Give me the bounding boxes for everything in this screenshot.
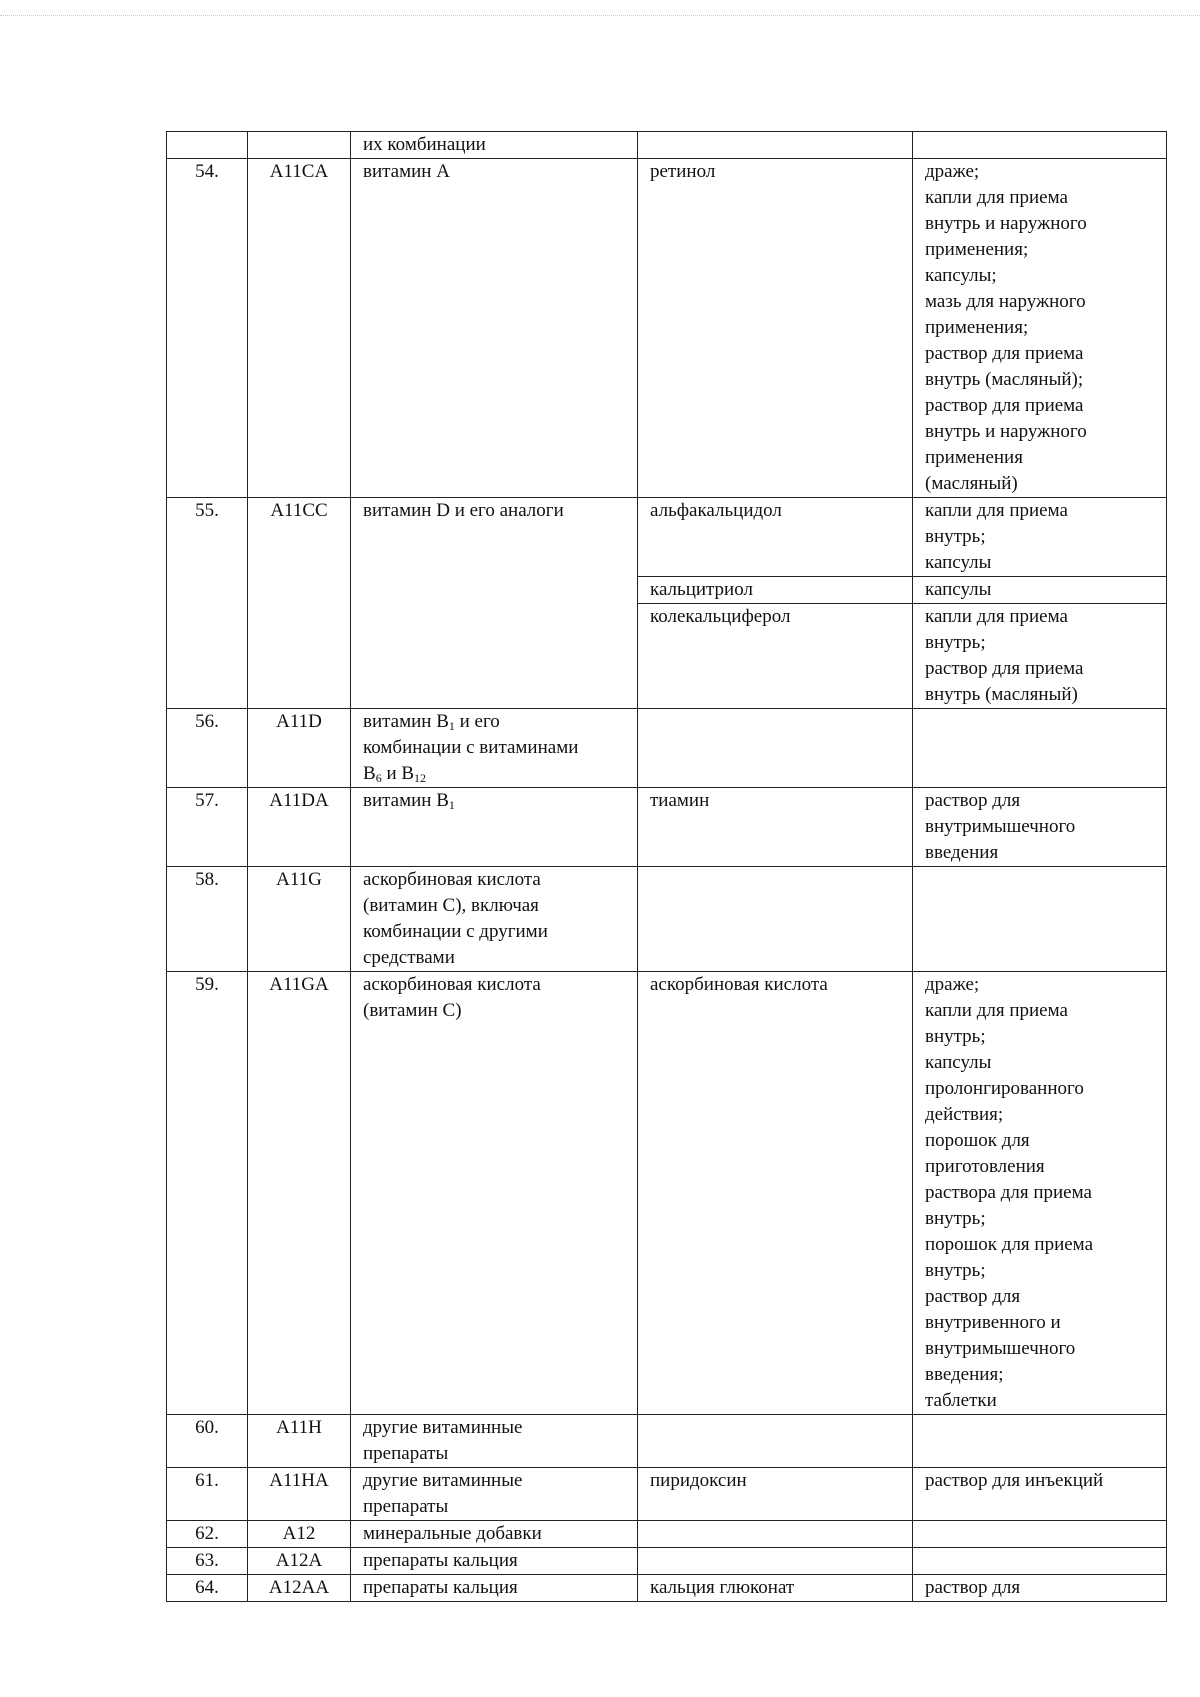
medication-table-body (167, 132, 1167, 1602)
drug-name (638, 604, 913, 709)
medication-table (166, 131, 1167, 1602)
drug-name-line (650, 1548, 900, 1574)
atc-code (248, 1468, 351, 1521)
row-number-line: 55. (195, 500, 219, 521)
anatomical-group-line: витамин $B_1$ (363, 790, 455, 812)
dosage-forms-line: введения (925, 842, 999, 863)
atc-code (248, 1521, 351, 1548)
dosage-forms-line: пролонгированного (925, 1078, 1084, 1099)
row-number (167, 867, 248, 972)
atc-code (248, 132, 351, 159)
atc-code-line: A11CC (270, 500, 328, 521)
drug-name (638, 1415, 913, 1468)
dosage-forms (913, 1548, 1167, 1575)
row-number (167, 498, 248, 709)
row-number-line: 60. (195, 1417, 219, 1438)
drug-name-line (650, 709, 900, 735)
drug-name-line (650, 867, 900, 893)
atc-code-line: A11D (276, 711, 322, 732)
drug-name (638, 132, 913, 159)
anatomical-group-line: другие витаминные (363, 1417, 523, 1438)
row-number (167, 132, 248, 159)
drug-name (638, 1468, 913, 1521)
anatomical-group-line: комбинации с витаминами (363, 737, 579, 758)
dosage-forms (913, 1575, 1167, 1602)
anatomical-group (351, 1415, 638, 1468)
table-row (167, 1575, 1167, 1602)
dosage-forms-line: капли для приема (925, 500, 1068, 521)
drug-name (638, 1521, 913, 1548)
dosage-forms-line: применения (925, 447, 1023, 468)
anatomical-group-line: другие витаминные (363, 1470, 523, 1491)
atc-code-line: A11GA (269, 974, 329, 995)
drug-name (638, 159, 913, 498)
row-number (167, 709, 248, 788)
anatomical-group (351, 498, 638, 709)
drug-name (638, 788, 913, 867)
dosage-forms-line: раствор для (925, 790, 1021, 811)
drug-name-line: колекальциферол (650, 606, 791, 627)
drug-name-line: кальция глюконат (650, 1577, 795, 1598)
row-number (167, 972, 248, 1415)
drug-name-line (650, 1415, 900, 1441)
dosage-forms-line: внутрь; (925, 1260, 986, 1281)
dosage-forms-line: внутрь (масляный) (925, 684, 1078, 705)
drug-name-line: ретинол (650, 161, 716, 182)
dosage-forms (913, 788, 1167, 867)
atc-code (248, 1575, 351, 1602)
atc-code-line: A11CA (269, 161, 329, 182)
dosage-forms-line: внутрь; (925, 1026, 986, 1047)
anatomical-group-line: аскорбиновая кислота (363, 869, 541, 890)
dosage-forms-line: применения; (925, 239, 1029, 260)
row-number-line: 62. (195, 1523, 219, 1544)
atc-code (248, 159, 351, 498)
dosage-forms-line: раствор для приема (925, 395, 1084, 416)
dosage-forms-line: внутрь и наружного (925, 421, 1087, 442)
drug-name (638, 577, 913, 604)
dosage-forms-line (925, 132, 1154, 158)
table-row (167, 972, 1167, 1415)
row-number-line: 57. (195, 790, 219, 811)
dosage-forms (913, 1468, 1167, 1521)
atc-code-line: A12AA (268, 1577, 330, 1598)
row-number (167, 1521, 248, 1548)
dosage-forms-line: раствор для (925, 1286, 1021, 1307)
dosage-forms-line: капли для приема (925, 606, 1068, 627)
atc-code (248, 1415, 351, 1468)
dosage-forms (913, 577, 1167, 604)
row-number (167, 788, 248, 867)
anatomical-group-line: комбинации с другими (363, 921, 548, 942)
dosage-forms (913, 709, 1167, 788)
dosage-forms-line: капсулы (925, 552, 992, 573)
dosage-forms-line: драже; (925, 161, 980, 182)
anatomical-group (351, 867, 638, 972)
table-row (167, 498, 1167, 577)
table-row (167, 788, 1167, 867)
dosage-forms-line: раствора для приема (925, 1182, 1092, 1203)
dosage-forms (913, 604, 1167, 709)
atc-code-line: A11G (276, 869, 322, 890)
dosage-forms-line: раствор для приема (925, 343, 1084, 364)
anatomical-group-line: препараты кальция (363, 1550, 518, 1571)
dosage-forms-line: внутримышечного (925, 816, 1076, 837)
row-number-line: 56. (195, 711, 219, 732)
row-number-line: 59. (195, 974, 219, 995)
dosage-forms (913, 1415, 1167, 1468)
dosage-forms-line: раствор для приема (925, 658, 1084, 679)
anatomical-group-line: (витамин С), включая (363, 895, 539, 916)
anatomical-group-line: аскорбиновая кислота (363, 974, 541, 995)
anatomical-group (351, 132, 638, 159)
atc-code (248, 788, 351, 867)
atc-code-line: A11DA (269, 790, 329, 811)
drug-name (638, 1575, 913, 1602)
atc-code-line: A12A (275, 1550, 323, 1571)
row-number-line: 61. (195, 1470, 219, 1491)
anatomical-group-line: витамин А (363, 161, 450, 182)
dosage-forms-line: капли для приема (925, 1000, 1068, 1021)
row-number-line (173, 132, 241, 158)
drug-name (638, 498, 913, 577)
dosage-forms-line: действия; (925, 1104, 1004, 1125)
row-number (167, 1468, 248, 1521)
anatomical-group-line: витамин D и его аналоги (363, 500, 564, 521)
table-row (167, 709, 1167, 788)
atc-code (248, 867, 351, 972)
row-number (167, 1415, 248, 1468)
anatomical-group (351, 709, 638, 788)
anatomical-group-line: их комбинации (363, 134, 486, 155)
table-row (167, 1468, 1167, 1521)
anatomical-group (351, 972, 638, 1415)
atc-code (248, 498, 351, 709)
dosage-forms (913, 132, 1167, 159)
scan-edge-line (0, 15, 1200, 16)
row-number-line: 58. (195, 869, 219, 890)
atc-code (248, 1548, 351, 1575)
anatomical-group-line: $B_6$ и $B_{12}$ (363, 763, 427, 785)
dosage-forms-line: раствор для инъекций (925, 1470, 1104, 1491)
dosage-forms-line: драже; (925, 974, 980, 995)
table-row (167, 159, 1167, 498)
dosage-forms-line (925, 1415, 1154, 1441)
dosage-forms-line: таблетки (925, 1390, 997, 1411)
drug-name (638, 709, 913, 788)
dosage-forms-line: внутрь; (925, 1208, 986, 1229)
drug-name-line: аскорбиновая кислота (650, 974, 828, 995)
dosage-forms-line: внутривенного и (925, 1312, 1061, 1333)
drug-name (638, 867, 913, 972)
atc-code (248, 972, 351, 1415)
dosage-forms-line: раствор для (925, 1577, 1021, 1598)
dosage-forms-line: внутрь; (925, 632, 986, 653)
anatomical-group (351, 1575, 638, 1602)
row-number-line: 63. (195, 1550, 219, 1571)
dosage-forms (913, 159, 1167, 498)
atc-code-line: A11H (276, 1417, 322, 1438)
anatomical-group (351, 788, 638, 867)
dosage-forms-line: внутрь; (925, 526, 986, 547)
table-row (167, 132, 1167, 159)
dosage-forms-line: применения; (925, 317, 1029, 338)
dosage-forms-line: приготовления (925, 1156, 1045, 1177)
dosage-forms-line: введения; (925, 1364, 1004, 1385)
dosage-forms-line: капсулы (925, 579, 992, 600)
drug-name-line: тиамин (650, 790, 710, 811)
anatomical-group (351, 1548, 638, 1575)
dosage-forms-line (925, 1521, 1154, 1547)
dosage-forms (913, 1521, 1167, 1548)
table-row (167, 867, 1167, 972)
dosage-forms-line (925, 867, 1154, 893)
anatomical-group-line: витамин $B_1$ и его (363, 711, 500, 733)
drug-name-line (650, 132, 900, 158)
anatomical-group-line: препараты (363, 1443, 449, 1464)
dosage-forms-line: внутрь и наружного (925, 213, 1087, 234)
row-number-line: 64. (195, 1577, 219, 1598)
dosage-forms (913, 498, 1167, 577)
atc-code-line (254, 132, 344, 158)
atc-code-line: A11HA (269, 1470, 329, 1491)
dosage-forms-line: капсулы (925, 1052, 992, 1073)
anatomical-group-line: минеральные добавки (363, 1523, 542, 1544)
dosage-forms-line: мазь для наружного (925, 291, 1086, 312)
anatomical-group (351, 159, 638, 498)
dosage-forms-line: внутримышечного (925, 1338, 1076, 1359)
anatomical-group-line: (витамин С) (363, 1000, 462, 1021)
dosage-forms (913, 972, 1167, 1415)
atc-code-line: A12 (282, 1523, 316, 1544)
dosage-forms-line: капли для приема (925, 187, 1068, 208)
anatomical-group (351, 1468, 638, 1521)
table-row (167, 1415, 1167, 1468)
dosage-forms-line: внутрь (масляный); (925, 369, 1084, 390)
drug-name-line (650, 1521, 900, 1547)
dosage-forms-line (925, 709, 1154, 735)
anatomical-group-line: препараты (363, 1496, 449, 1517)
row-number (167, 1575, 248, 1602)
atc-code (248, 709, 351, 788)
dosage-forms-line (925, 1548, 1154, 1574)
table-row (167, 1548, 1167, 1575)
drug-name (638, 1548, 913, 1575)
drug-name (638, 972, 913, 1415)
dosage-forms-line: порошок для приема (925, 1234, 1094, 1255)
table-row (167, 1521, 1167, 1548)
row-number (167, 159, 248, 498)
drug-name-line: кальцитриол (650, 579, 753, 600)
anatomical-group (351, 1521, 638, 1548)
anatomical-group-line: средствами (363, 947, 455, 968)
dosage-forms-line: капсулы; (925, 265, 997, 286)
anatomical-group-line: препараты кальция (363, 1577, 518, 1598)
dosage-forms (913, 867, 1167, 972)
drug-name-line: пиридоксин (650, 1470, 747, 1491)
row-number (167, 1548, 248, 1575)
drug-name-line: альфакальцидол (650, 500, 782, 521)
dosage-forms-line: (масляный) (925, 473, 1018, 494)
row-number-line: 54. (195, 161, 219, 182)
dosage-forms-line: порошок для (925, 1130, 1030, 1151)
